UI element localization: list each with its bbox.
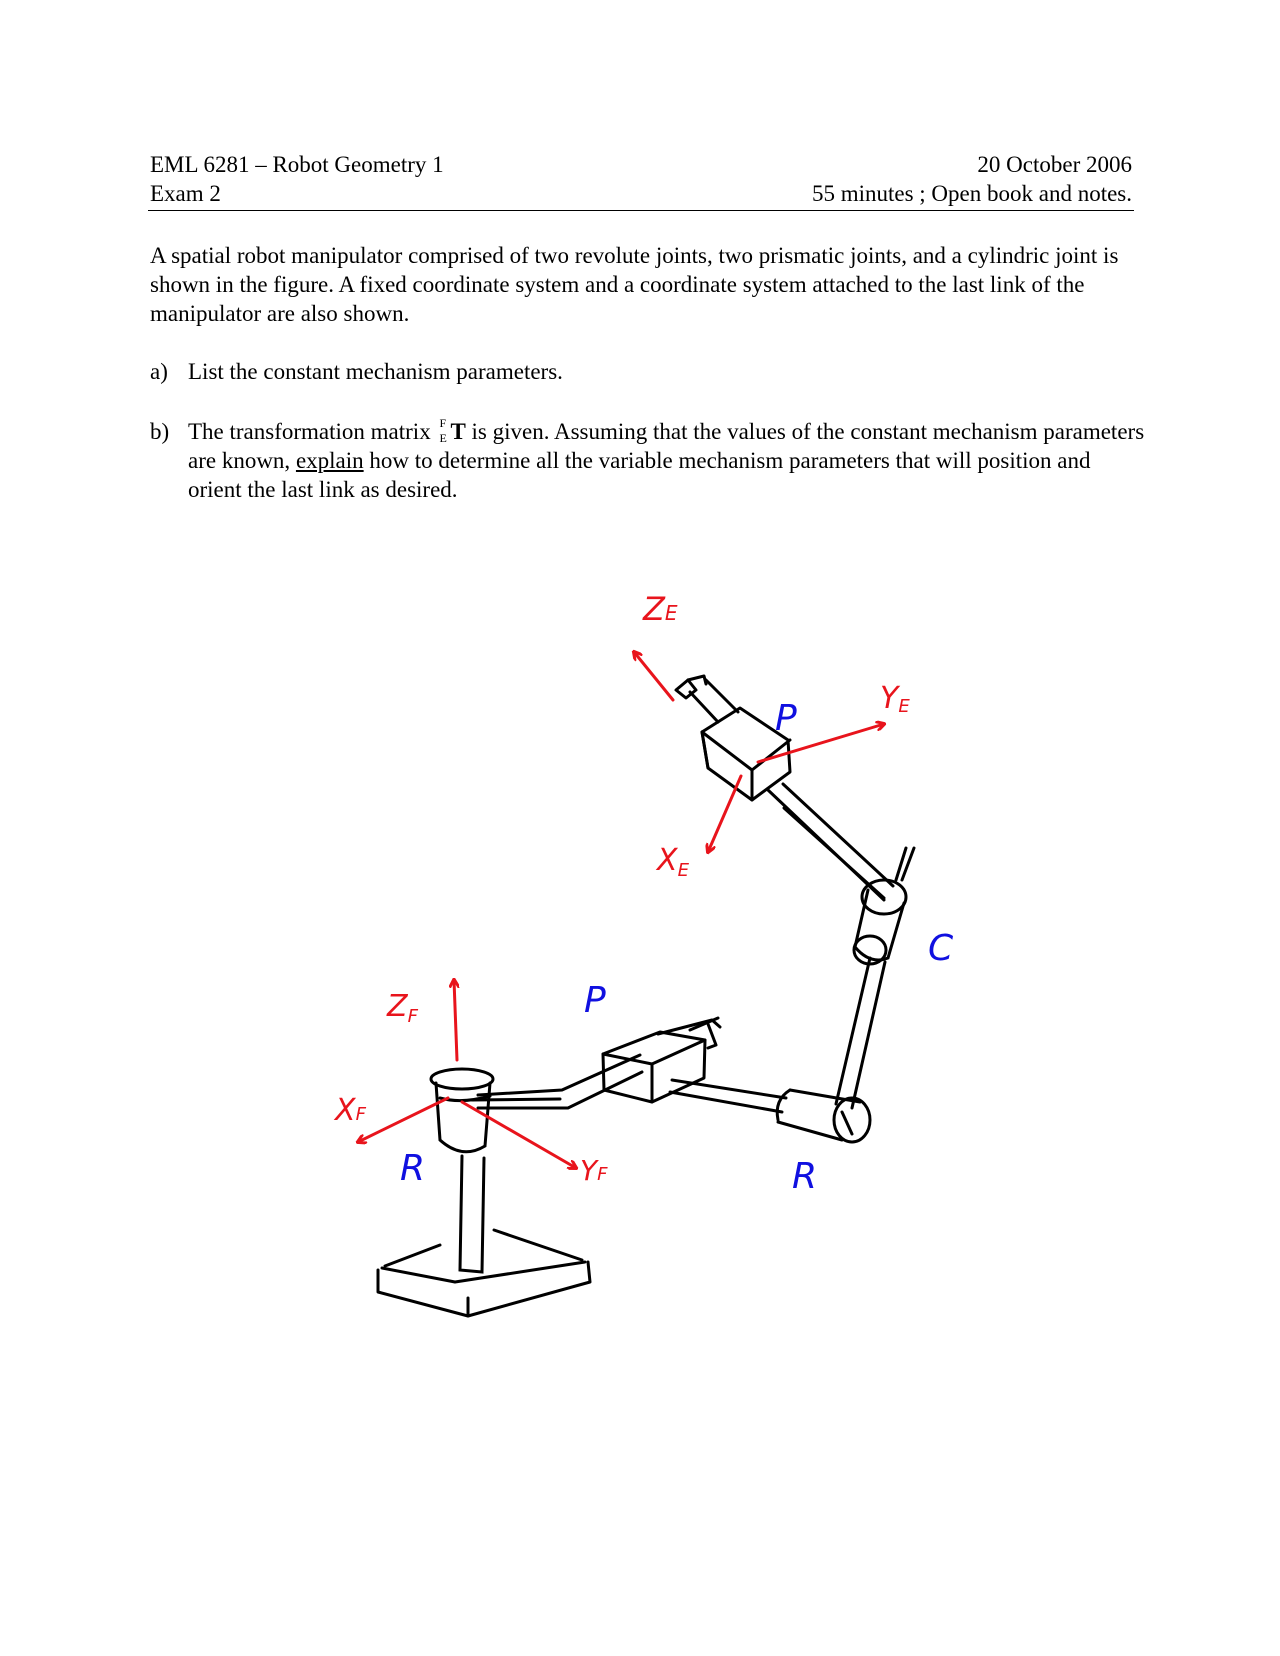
course-title: EML 6281 – Robot Geometry 1 (150, 152, 444, 177)
fixed-z-label: $Z_F$ (387, 989, 418, 1027)
link-1 (472, 1055, 642, 1108)
question-a-label: a) (150, 359, 168, 384)
question-b-label: b) (150, 419, 170, 444)
fixed-x-label: XF (335, 1093, 366, 1128)
joint-label-revolute-elbow: R (792, 1156, 818, 1197)
matrix-subscript: E (439, 431, 447, 445)
question-b-text-before: The transformation matrix (188, 419, 437, 444)
joint-label-revolute-base: R (400, 1148, 426, 1189)
base-revolute-joint (431, 1069, 493, 1152)
question-b-emphasis: explain (295, 448, 364, 473)
exam-date: 20 October 2006 (977, 152, 1132, 177)
exam-conditions: 55 minutes ; Open book and notes. (811, 181, 1132, 206)
problem-statement: A spatial robot manipulator comprised of two revolute joints, two prismatic joints, and a cylindric joint is shown in the figure. A fixed coordinate system and a coordinate system attached to the last link of the manipulator are also shown. (150, 243, 1119, 326)
fixed-y-label: YF (580, 1154, 608, 1187)
end-x-axis (708, 776, 741, 852)
fixed-z-axis (454, 980, 457, 1060)
question-b-text-mid: is given. Assuming that the values of the constant mechanism parameters are known, (188, 419, 1145, 473)
exam-name: Exam 2 (150, 181, 221, 206)
question-b-text-after: how to determine all the variable mechanism parameters that will position and orient the last link as desired. (188, 448, 1091, 502)
end-y-label: YE (880, 681, 910, 717)
joint-label-prismatic-upper: P (775, 698, 797, 739)
end-z-label: ZE (643, 590, 678, 628)
end-frame-axes (634, 652, 884, 852)
question-a-text: List the constant mechanism parameters. (188, 359, 563, 384)
lower-prismatic-block (603, 1018, 720, 1102)
link-3 (836, 958, 885, 1108)
matrix-symbol: T (450, 419, 466, 444)
elbow-revolute-joint (777, 1090, 870, 1142)
matrix-superscript: F (439, 416, 447, 430)
cylindric-joint (854, 848, 914, 964)
base-column (460, 1156, 484, 1272)
joint-label-prismatic-lower: P (584, 980, 606, 1021)
fixed-y-axis (462, 1102, 576, 1168)
end-z-axis (634, 652, 673, 700)
end-x-label: $X_E$ (657, 843, 689, 881)
joint-label-cylindric: C (928, 928, 954, 969)
fixed-x-axis (358, 1098, 448, 1142)
